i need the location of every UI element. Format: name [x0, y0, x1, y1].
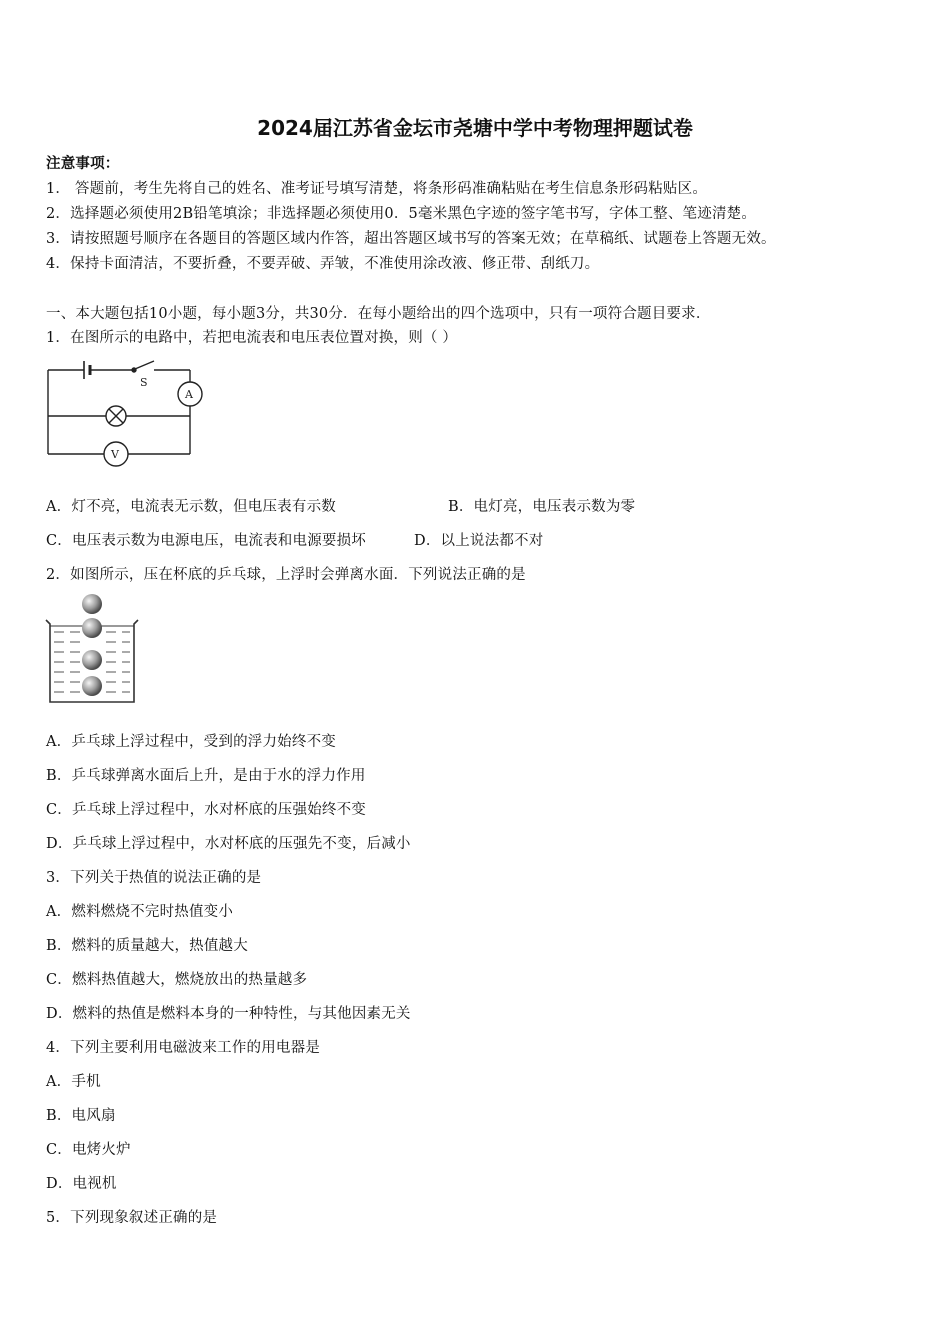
question-4-option-c: C．电烤火炉: [46, 1142, 131, 1158]
question-3-option-b: B．燃料的质量越大，热值越大: [46, 938, 248, 954]
question-2-option-d: D．乒乓球上浮过程中，水对杯底的压强先不变，后减小: [46, 836, 411, 852]
page-title: 2024届江苏省金坛市尧塘中学中考物理押题试卷: [257, 116, 693, 140]
ammeter-label: A: [185, 388, 193, 401]
question-1-option-a: A．灯不亮，电流表无示数，但电压表有示数: [46, 499, 336, 515]
question-3-option-d: D．燃料的热值是燃料本身的一种特性，与其他因素无关: [46, 1006, 411, 1022]
question-4-option-b: B．电风扇: [46, 1108, 116, 1124]
question-1-option-c: C．电压表示数为电源电压，电流表和电源要损坏: [46, 533, 366, 549]
question-2-option-c: C．乒乓球上浮过程中，水对杯底的压强始终不变: [46, 802, 366, 818]
beaker-diagram: [44, 590, 139, 710]
section-intro: 一、本大题包括10小题，每小题3分，共30分．在每小题给出的四个选项中，只有一项符合题目要求．: [46, 306, 711, 322]
notice-heading: 注意事项：: [46, 155, 120, 172]
question-5-stem: 5．下列现象叙述正确的是: [46, 1210, 218, 1226]
question-1-option-d: D．以上说法都不对: [414, 533, 544, 549]
circuit-diagram: [44, 356, 214, 471]
question-1-option-b: B．电灯亮，电压表示数为零: [448, 499, 636, 515]
question-4-option-d: D．电视机: [46, 1176, 117, 1192]
voltmeter-label: V: [111, 448, 119, 461]
question-4-option-a: A．手机: [46, 1074, 101, 1090]
question-2-option-a: A．乒乓球上浮过程中，受到的浮力始终不变: [46, 734, 336, 750]
switch-label: S: [140, 376, 148, 389]
question-3-stem: 3．下列关于热值的说法正确的是: [46, 870, 262, 886]
question-1-stem: 1．在图所示的电路中，若把电流表和电压表位置对换，则（ ）: [46, 330, 458, 346]
notice-item: 4．保持卡面清洁，不要折叠，不要弄破、弄皱，不准使用涂改液、修正带、刮纸刀。: [46, 256, 600, 272]
question-4-stem: 4．下列主要利用电磁波来工作的用电器是: [46, 1040, 321, 1056]
question-3-option-c: C．燃料热值越大，燃烧放出的热量越多: [46, 972, 308, 988]
question-2-option-b: B．乒乓球弹离水面后上升，是由于水的浮力作用: [46, 768, 366, 784]
notice-item: 2．选择题必须使用2B铅笔填涂；非选择题必须使用0．5毫米黑色字迹的签字笔书写，字体工整、笔迹清楚。: [46, 206, 757, 222]
notice-item: 3．请按照题号顺序在各题目的答题区域内作答，超出答题区域书写的答案无效；在草稿纸、试题卷上答题无效。: [46, 231, 776, 247]
question-3-option-a: A．燃料燃烧不完时热值变小: [46, 904, 234, 920]
question-2-stem: 2．如图所示，压在杯底的乒乓球，上浮时会弹离水面．下列说法正确的是: [46, 567, 526, 583]
notice-item: 1． 答题前，考生先将自己的姓名、准考证号填写清楚，将条形码准确粘贴在考生信息条形码粘贴区。: [46, 181, 708, 197]
